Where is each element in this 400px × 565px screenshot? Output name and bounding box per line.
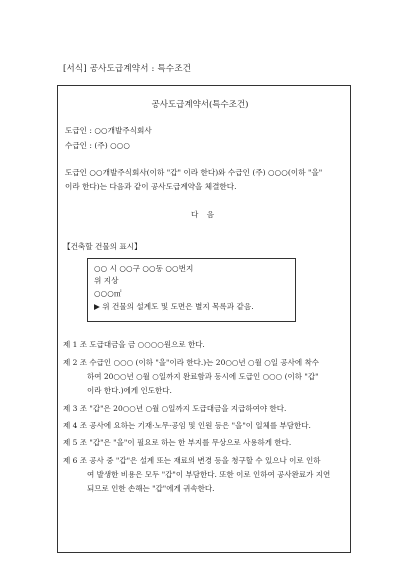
intro-line-2: 이라 한다)는 다음과 같이 공사도급계약을 체결한다. — [65, 182, 237, 191]
article-2-cont-2: 이라 한다.)에게 인도한다. — [87, 386, 172, 395]
article-5: 제 5 조 "갑"은 "을"이 필요로 하는 한 부지를 무상으로 사용하게 한다. — [63, 438, 292, 447]
document-title: 공사도급계약서(특수조건) — [151, 100, 249, 110]
building-note: ▶ 위 건물의 설계도 및 도면은 별지 목록과 같음. — [94, 302, 254, 311]
party-owner: 도급인 : ○○개발주식회사 — [65, 126, 152, 135]
building-area: ○○○㎡ — [94, 289, 122, 298]
article-1: 제 1 조 도급대금을 금 ○○○○원으로 한다. — [63, 340, 205, 349]
article-6: 제 6 조 공사 중 "갑"은 설계 또는 재료의 변경 등을 청구할 수 있으나 이로 인하 — [63, 456, 321, 465]
article-6-cont-1: 여 발생한 비용은 모두 "갑"이 부담한다. 또한 이로 인하여 공사완료가 지연 — [87, 470, 331, 479]
section-heading: 다 음 — [190, 210, 218, 219]
article-4: 제 4 조 공사에 요하는 기재·노무·공임 및 인원 등은 "을"이 일체를 부담한다. — [63, 421, 311, 430]
article-6-cont-2: 되므로 인한 손해는 "갑"에게 귀속한다. — [87, 484, 215, 493]
building-ground: 위 지상 — [94, 276, 119, 285]
article-2-cont-1: 하여 20○○년 ○월 ○일까지 완료함과 동시에 도급인 ○○○ (이하 "갑" — [87, 372, 319, 381]
article-2: 제 2 조 수급인 ○○○ (이하 "을"이라 한다.)는 20○○년 ○월 ○일 공사에 착수 — [63, 358, 320, 367]
building-address: ○○ 시 ○○구 ○○동 ○○번지 — [94, 264, 194, 273]
form-label: [서식] 공사도급계약서 : 특수조건 — [63, 64, 192, 74]
building-section-label: 【건축할 건물의 표시】 — [63, 242, 142, 251]
party-contractor: 수급인 : (주) ○○○ — [65, 141, 130, 150]
intro-line-1: 도급인 ○○개발주식회사(이하 "갑" 이라 한다)와 수급인 (주) ○○○(이하 "을" — [65, 168, 323, 177]
article-3: 제 3 조 "갑"은 20○○년 ○월 ○일까지 도급대금을 지급하여야 한다. — [63, 404, 287, 413]
